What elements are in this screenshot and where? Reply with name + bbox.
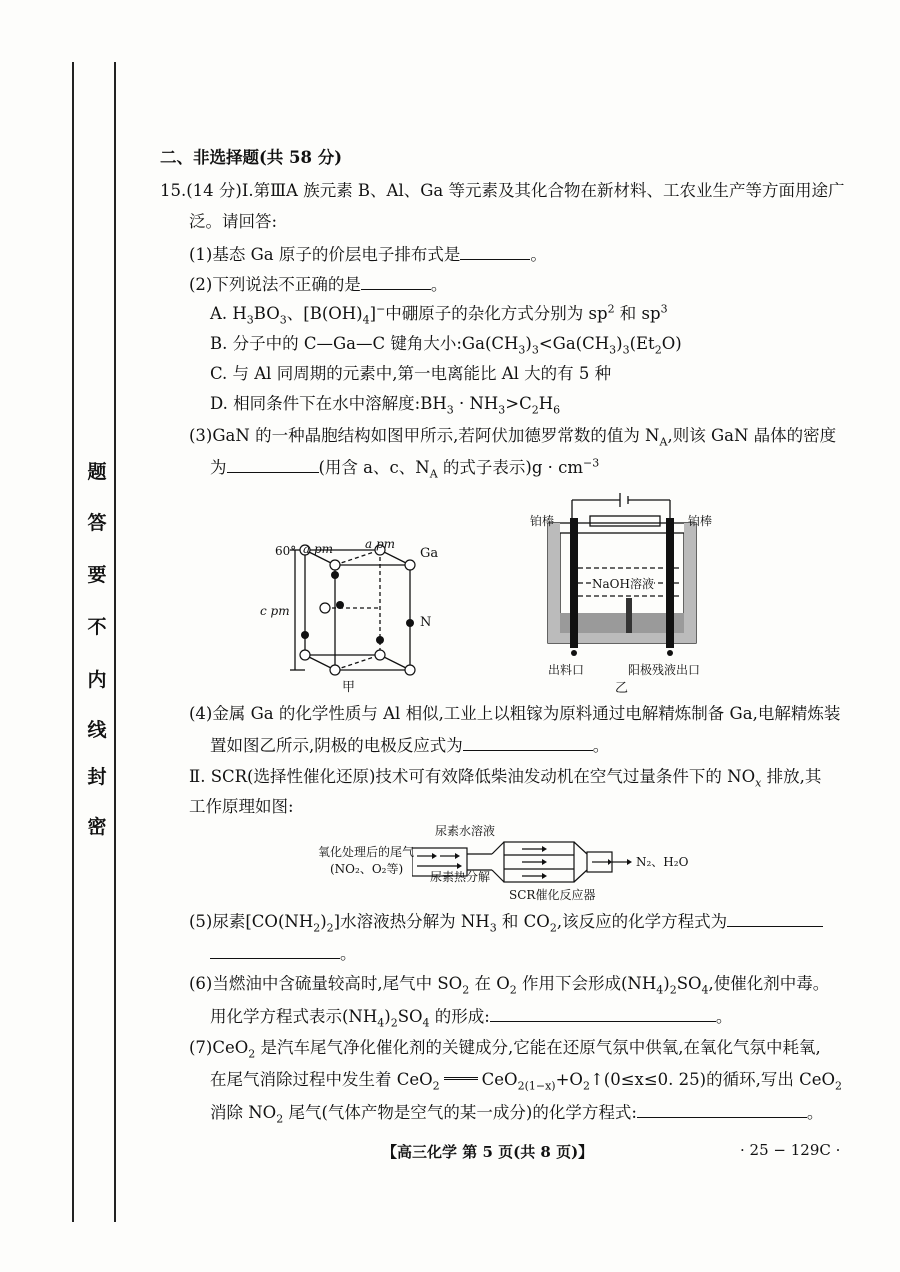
fig-jia-caption: 甲 <box>342 680 356 695</box>
answer-blank[interactable] <box>227 456 319 473</box>
part2-text: (2)下列说法不正确的是 <box>189 275 361 294</box>
fig-yi-left-rod: 铂棒 <box>530 514 555 528</box>
option-c: C. 与 Al 同周期的元素中,第一电离能比 Al 大的有 5 种 <box>210 364 612 383</box>
fig-yi-right-rod: 铂棒 <box>688 514 713 528</box>
q15-part6-line2: 用化学方程式表示$(NH_4)_2SO_4$ 的形成: 。 <box>210 1007 733 1030</box>
fig-jia-n: N <box>420 615 432 630</box>
period: 。 <box>530 245 547 264</box>
scr-exhaust-line1: 氧化处理后的尾气 <box>318 845 415 859</box>
seal-char: 不 <box>87 616 107 638</box>
answer-blank[interactable] <box>463 734 593 751</box>
option-a: A. $H_3BO_3$、$[B(OH)_4]^-$中硼原子的杂化方式分别为 $sp^2$ 和 $sp^3$ <box>210 302 668 327</box>
seal-char: 题 <box>87 461 107 483</box>
answer-blank[interactable] <box>210 942 340 959</box>
part2-intro-line1: Ⅱ. SCR(选择性催化还原)技术可有效降低柴油发动机在空气过量条件下的 $NO_x$ 排放,其 <box>189 767 822 790</box>
footer-code: · 25 − 129C · <box>740 1141 841 1159</box>
fig-jia-c: c pm <box>260 604 290 618</box>
fig-jia-a2: a pm <box>365 537 396 551</box>
q15-part4-line1: (4)金属 Ga 的化学性质与 Al 相似,工业上以粗镓为原料通过电解精炼制备 Ga,电解精炼装 <box>189 704 841 723</box>
fig-yi-caption: 乙 <box>615 681 629 696</box>
q15-part5-line1: (5)尿素$[CO(NH_2)_2]$水溶液热分解为 $NH_3$ 和 $CO_2$,该反应的化学方程式为 <box>189 910 823 933</box>
option-d: D. 相同条件下在水中溶解度$:BH_3 \cdot NH_3>C_2H_6$ <box>210 394 561 417</box>
q15-part2 <box>189 273 447 296</box>
q15-part6-line1: (6)当燃油中含硫量较高时,尾气中 $SO_2$ 在 $O_2$ 作用下会形成$(NH_4)_2SO_4$,使催化剂中毒。 <box>189 974 830 997</box>
q15-part4-line2: 置如图乙所示,阴极的电极反应式为 。 <box>210 736 610 755</box>
fig-jia-ga: Ga <box>420 546 439 561</box>
part1-text: (1)基态 Ga 原子的价层电子排布式是 <box>189 245 461 264</box>
q15-part3-line1: (3)GaN 的一种晶胞结构如图甲所示,若阿伏加德罗常数的值为 $N_A$,则该 GaN 晶体的密度 <box>189 426 837 449</box>
fig-yi-anode-outlet: 阳极残液出口 <box>628 663 701 677</box>
q15-part7-line1: (7)CeO$_2$ 是汽车尾气净化催化剂的关键成分,它能在还原气氛中供氧,在氧化气氛中耗氧, <box>189 1038 821 1061</box>
seal-char: 答 <box>87 512 107 534</box>
answer-blank[interactable] <box>727 910 823 927</box>
seal-char: 线 <box>87 719 107 741</box>
scr-reactor: SCR催化反应器 <box>509 888 596 902</box>
fig-yi-solution: NaOH溶液 <box>592 573 654 595</box>
fig-yi-outlet: 出料口 <box>548 663 585 677</box>
seal-char: 要 <box>87 564 107 586</box>
section-title: 二、非选择题(共 58 分) <box>160 148 343 167</box>
scr-urea-decomposition: 尿素热分解 <box>430 870 491 884</box>
fig-jia-a1: a pm <box>303 542 334 556</box>
part2-intro-line2: 工作原理如图: <box>189 797 294 816</box>
q15-part3-line2: 为 (用含 a、c、$N_A$ 的式子表示)$g \cdot cm^{-3}$ <box>210 456 600 481</box>
q15-intro-line1: 15.(14 分)Ⅰ.第ⅢA 族元素 B、Al、Ga 等元素及其化合物在新材料、工农业生产等方面用途广 <box>160 181 845 200</box>
answer-blank[interactable] <box>460 243 530 260</box>
answer-blank[interactable] <box>637 1101 807 1118</box>
q15-part7-line3: 消除 $NO_2$ 尾气(气体产物是空气的某一成分)的化学方程式: 。 <box>210 1103 824 1126</box>
scr-exhaust-line2: (NO₂、O₂等) <box>330 862 404 876</box>
answer-blank[interactable] <box>361 273 431 290</box>
margin-line-inner <box>114 62 116 1222</box>
q15-part5-line2: 。 <box>210 942 357 965</box>
margin-line-outer <box>72 62 74 1222</box>
q15-part7-line2: 在尾气消除过程中发生着 CeO$_2$ $CeO_{2(1-x)}+O_2↑(0\le x\le 0$. 25)的循环,写出 CeO$_2$ <box>210 1070 843 1093</box>
q15-intro-line2: 泛。请回答: <box>189 212 278 231</box>
option-b: B. 分子中的 C—Ga—C 键角大小$:Ga(CH_3)_3<Ga(CH_3)_3(Et_2O)$ <box>210 334 682 357</box>
seal-char: 封 <box>87 766 107 788</box>
answer-blank[interactable] <box>490 1005 716 1022</box>
scr-urea-solution: 尿素水溶液 <box>435 824 496 838</box>
seal-char: 内 <box>87 669 107 691</box>
period: 。 <box>430 275 448 294</box>
seal-char: 密 <box>87 816 107 838</box>
scr-products: N₂、H₂O <box>636 855 689 869</box>
footer-page-info: 【高三化学 第 5 页(共 8 页)】 <box>382 1143 594 1161</box>
fig-jia-angle: 60° <box>275 544 297 558</box>
q15-part1 <box>189 243 547 266</box>
